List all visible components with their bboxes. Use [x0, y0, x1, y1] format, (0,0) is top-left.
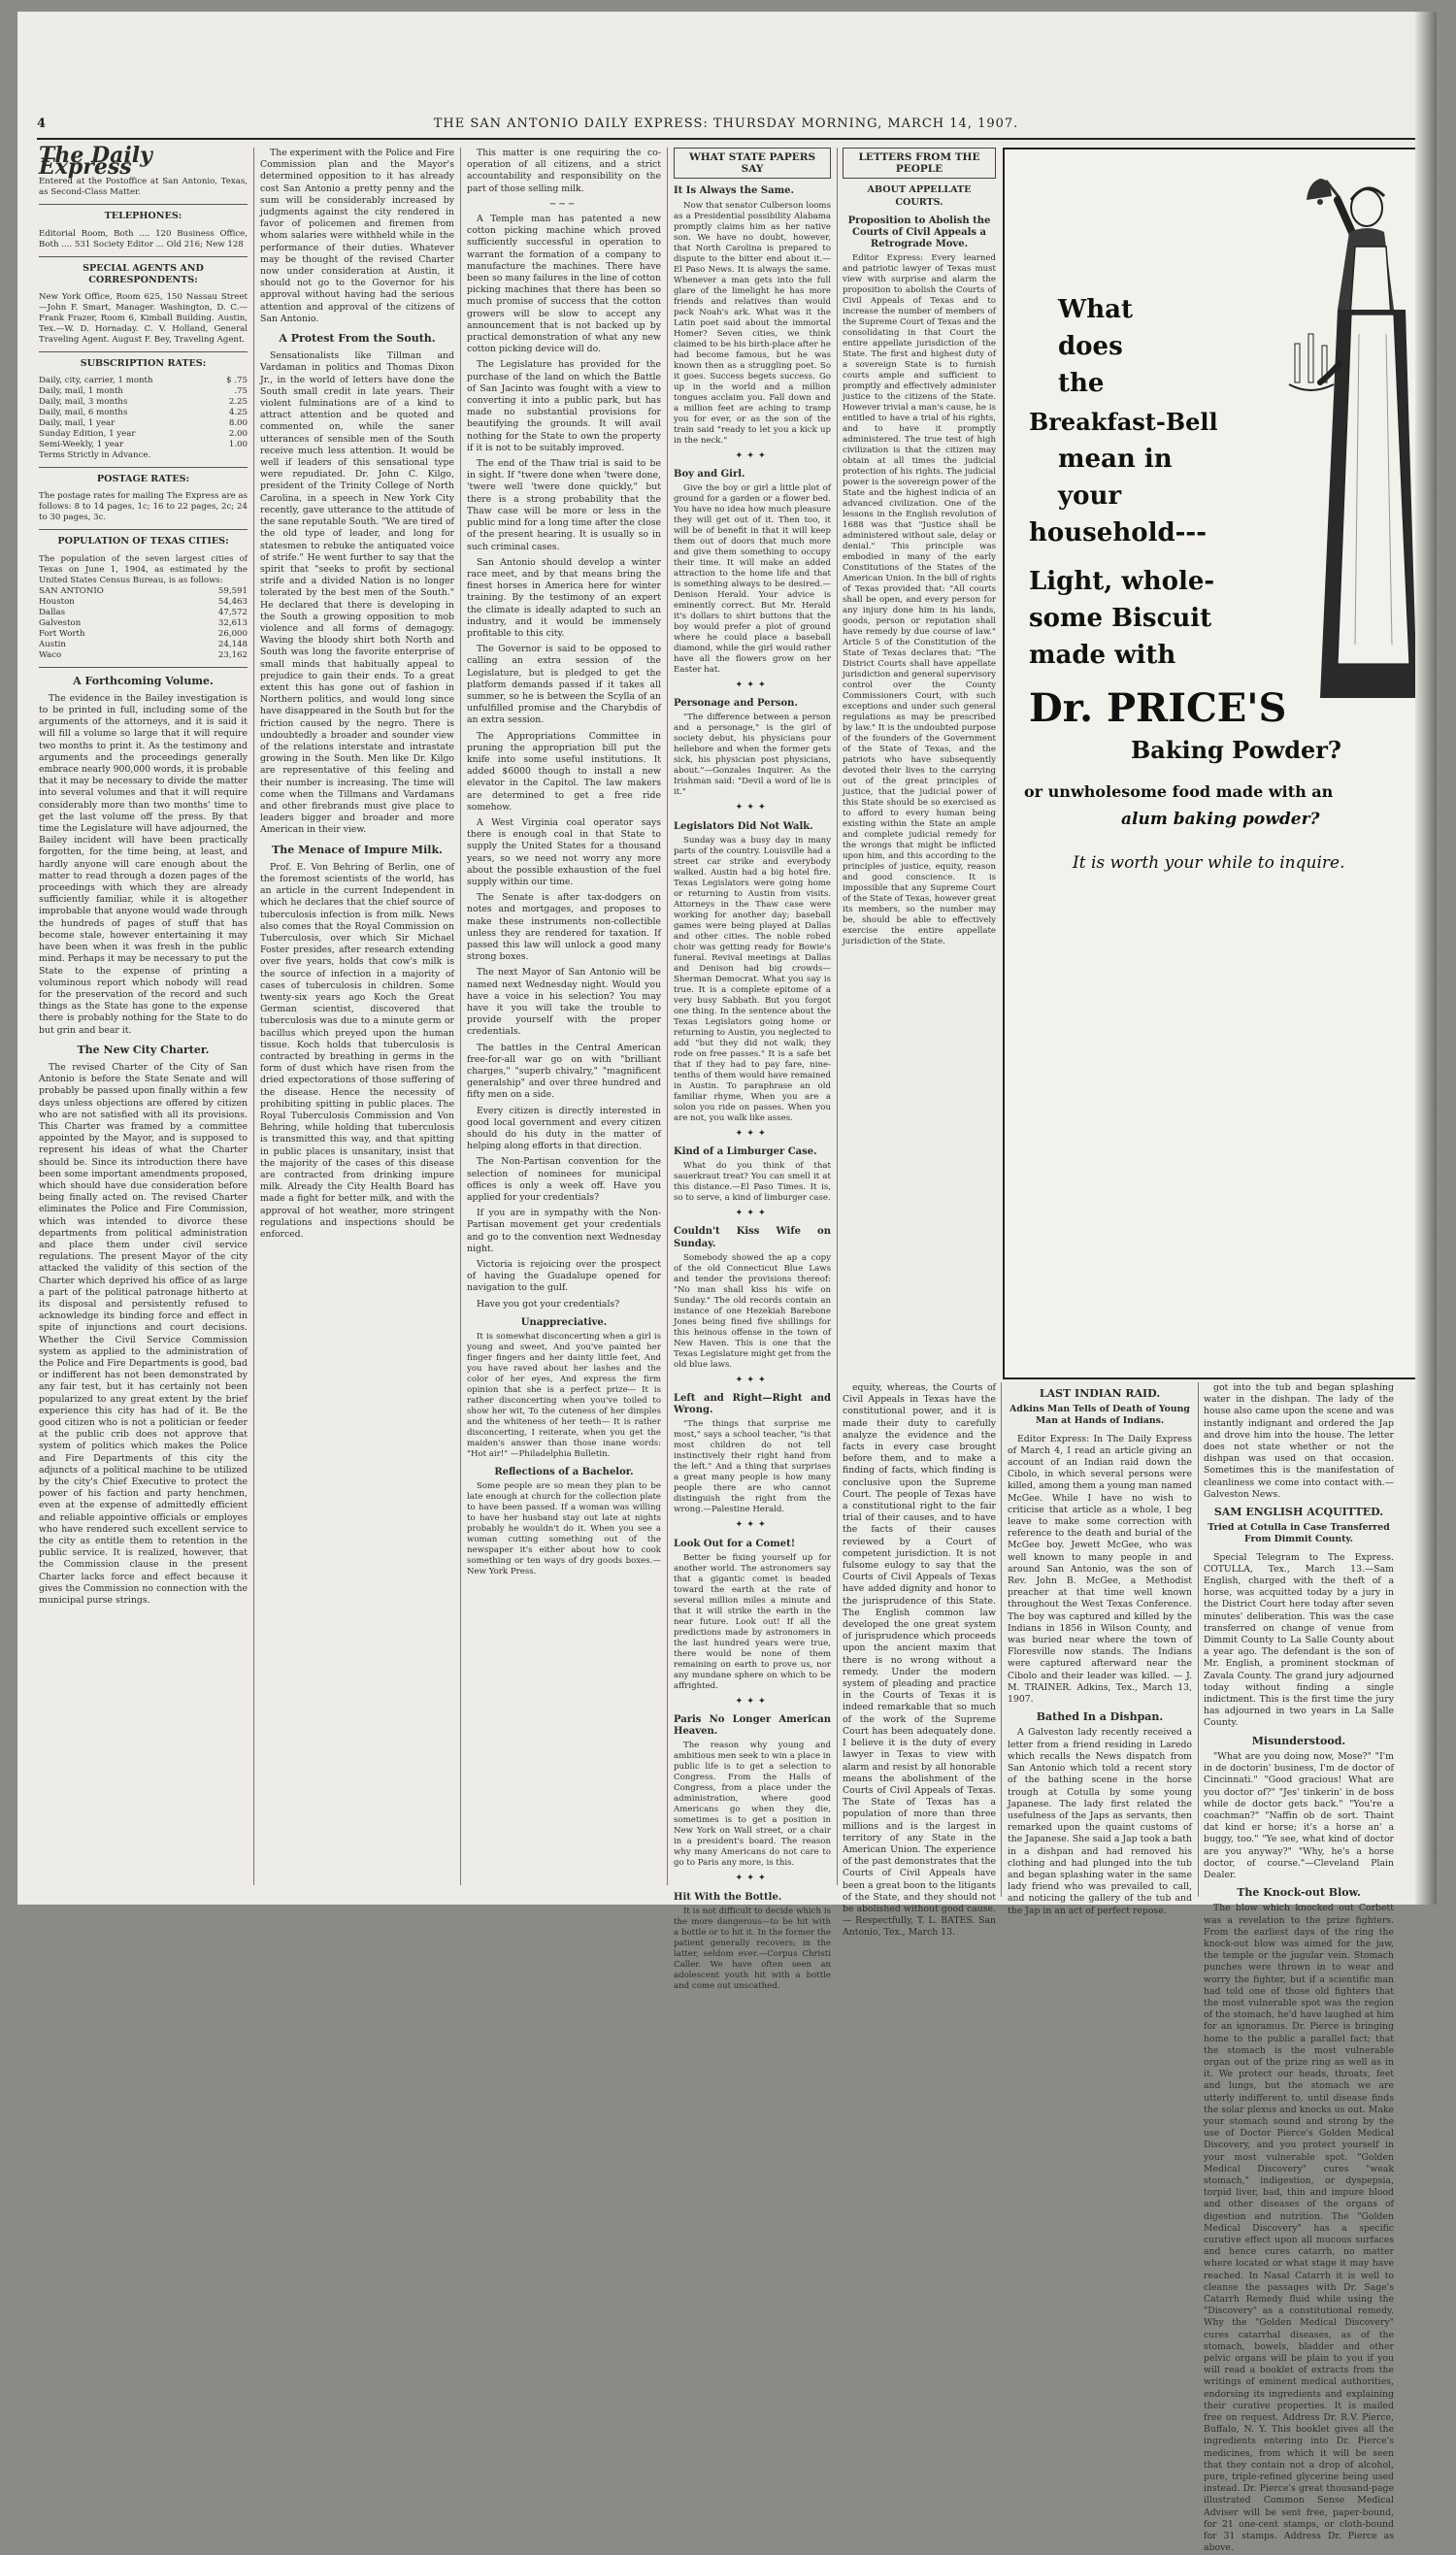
- editorial-paragraph: The Non-Partisan convention for the selection of nominees for municipal offices is only a week off. Have you applied for your credentials?: [467, 1156, 661, 1204]
- editorial-paragraph: San Antonio should develop a winter race meet, and by that means bring the finest horses in America here for winter training. By the testimony of an expert the climate is ideally adapted to such an industry, and it would be immensely profitable to this city.: [467, 556, 661, 639]
- item-body: The reason why young and ambitious men seek to win a place in public life is to get a selection to Congress. From the Halls of Congress, from a place under the administration, where good Americans go when they die, sometimes is to get a position in New York on Wall street, or a chair in a president's board. The reason why many Americans do not care to go to Paris any more, is this.: [674, 1741, 831, 1869]
- page-header: [37, 113, 1415, 140]
- postage-text: The postage rates for mailing The Express are as follows: 8 to 14 pages, 1c; 16 to 22 pages, 2c; 24 to 30 pages, 3c.: [39, 491, 248, 523]
- item-body: Sunday was a busy day in many parts of the country. Louisville had a street car strike and everybody walked. Austin had a big hotel fire. Texas Legislators were going home or returning to Austin from visits. Attorneys in the Thaw case were working for another day; baseball games were being played at Dallas and other cities. The noble robed choir was getting ready for Bowie's funeral. Revival meetings at Dallas and Denison had big crowds—Sherman Democrat. What you say is true. It is a complete epitome of a very busy Sabbath. But you forgot one thing. In the sentence about the Texas Legislators going home or returning to Austin, you neglected to add "but they did not walk; they rode on free passes." It is a safe bet that if they had to pay fare, nine-tenths of them would have remained in Austin. To paraphrase an old familiar rhyme, When you are a solon you ride on passes. When you are not, you walk like asses.: [674, 835, 831, 1123]
- rate-row: Daily, mail, 6 months 4.25: [39, 408, 248, 418]
- editorial-paragraph: The Senate is after tax-dodgers on notes and mortgages, and proposes to make these instruments non-collectible unless they are rendered for taxation. If passed this law will unlock a good many strong boxes.: [467, 892, 661, 963]
- divider: [39, 467, 248, 468]
- column-1: [39, 143, 248, 1885]
- article-body: Editor Express: In The Daily Express of March 4, I read an article giving an account of an Indian raid down the Cibolo, in which several persons were killed, among them a young man named McGee. While I have no wish to criticise that article as a whole, I beg leave to make some correction with reference to the death and burial of the McGee boy. Jewett McGee, who was well known to many people in and around San Antonio, was the son of Rev. John B. McGee, a Methodist preacher at that time well known throughout the West Texas Conference. The boy was captured and killed by the Indians in 1856 in Wilson County, and was buried near where the town of Floresville now stands. The Indians were captured afterward near the Cibolo and their leader was killed. — J. M. TRAINER. Adkins, Tex., March 13, 1907.: [1008, 1433, 1192, 1706]
- item-headline: It Is Always the Same.: [674, 185, 794, 197]
- article-headline: LAST INDIAN RAID.: [1039, 1387, 1161, 1400]
- section-heading: WHAT STATE PAPERS SAY: [674, 148, 831, 179]
- ad-line: your: [1058, 481, 1122, 511]
- letter-body: Editor Express: Every learned and patriotic lawyer of Texas must view with surprise and alarm the proposition to abolish the Courts of Civil Appeals of Texas and to increase the number of members of the Supreme Court of Texas and the consolidating in that Court the entire appellate jurisdiction of the State. The first and highest duty of a sovereign State is to furnish courts ample and sufficient to promptly and effectively administer justice to the citizens of the State. However trivial a man's cause, he is entitled to have a trial of his rights, and to have it promptly administered. The true test of high civilization is that the citizen may obtain at all times the judicial protection of his rights. The judicial power is the sovereign power of the State and the highest indicia of an advanced civilization. One of the lessons in the English revolution of 1688 was that "Justice shall be administered without sale, delay or denial." This principle was embodied in many of the early Constitutions of the States of the American Union. In the bill of rights of Texas provided that: "All courts shall be open, and every person for any injury done him in his lands, goods, person or reputation shall have remedy by due course of law." Article 5 of the Constitution of the State of Texas declares that: "The District Courts shall have appellate jurisdiction and general supervisory control over the County Commissioners Court, with such exceptions and under such general regulations as may be prescribed by law." It is the undoubted purpose of the founders of the Government of the State of Texas, and the patriots who have subsequently devoted their lives to the carrying out of the great principles of justice, that the judicial power of this State should be so exercised as to afford to every human being existing within the State an ample and complete judicial remedy for the wrongs that might be inflicted upon him, and this according to the principles of justice, equity, reason and good conscience. It is impossible that any Supreme Court of the State of Texas, however great its members, so the number may be, should be able to effectively exercise the entire appellate jurisdiction of the State.: [843, 253, 996, 947]
- ad-line: made with: [1029, 641, 1176, 670]
- ad-line: Breakfast-Bell: [1029, 408, 1218, 436]
- ornament: ✦✦✦: [735, 449, 770, 461]
- ad-line: What: [1058, 295, 1133, 324]
- ad-line: alum baking powder?: [1121, 810, 1320, 829]
- item-headline: Legislators Did Not Walk.: [674, 820, 813, 832]
- editorial-paragraph: If you are in sympathy with the Non-Partisan movement get your credentials and go to the convention next Wednesday night.: [467, 1208, 661, 1254]
- poem-body: It is somewhat disconcerting when a girl is young and sweet, And you've painted her finger fingers and her dainty little feet, And you have raved about her lashes and the color of her eyes, And express the firm opinion that she is a perfect prize— It is rather disconcerting when you've toiled to show her wit, To the cuteness of her dimples and the whiteness of her teeth— It is rather disconcerting, I reiterate, when you get the maiden's answer than those inane words: "Hot air!" —Philadelphia Bulletin.: [467, 1332, 661, 1460]
- dr-prices-advertisement: [1003, 148, 1424, 1379]
- page-edge-shadow: [1415, 12, 1437, 1905]
- section-subheading: ABOUT APPELLATE COURTS.: [867, 184, 972, 208]
- ad-line: the: [1058, 369, 1105, 398]
- article-subheadline: Adkins Man Tells of Death of Young Man at Hands of Indians.: [1009, 1404, 1190, 1427]
- page-number: 4: [37, 116, 47, 131]
- population-row: Houston 54,463: [39, 596, 248, 607]
- population-row: SAN ANTONIO 59,591: [39, 585, 248, 596]
- article-body: got into the tub and began splashing water in the dishpan. The lady of the house also came upon the scene and was instantly indignant and ordered the Jap and drove him into the house. The letter does not state whether or not the dishpan was used on that occasion. Sometimes this is the manifestation of cleanliness we come into contact with.—Galveston News.: [1204, 1382, 1394, 1500]
- item-body: Now that senator Culberson looms as a Presidential possibility Alabama promptly claims him as her native son. We have no doubt, however, that North Carolina is prepared to dispute to the bitter end about it.—El Paso News. It is always the same. Whenever a man gets into the full glare of the limelight he has more friends and relatives than would pack Noah's ark. What was it the Latin poet said about the immortal Homer? Seven cities, we think claimed to be his birth-place after he had become famous, but he was known then as a struggling poet. So it goes. Success begets success. Go up in the world and a million tongues acclaim you. Fall down and a million feet are aching to tramp you for ever, or as the son of the train said "ready to let you a kick up in the neck.": [674, 200, 831, 446]
- divider: [39, 204, 248, 205]
- editorial-paragraph: Have you got your credentials?: [477, 1298, 620, 1310]
- article-body: Special Telegram to The Express. COTULLA, Tex., March 13.—Sam English, charged with the theft of a horse, was acquitted today by a jury in the District Court here today after seven minutes' deliberation. This was the case transferred on change of venue from Dimmit County to La Salle County about a year ago. The defendant is the son of Mr. English, a prominent stockman of Zavala County. The grand jury adjourned today without finding a single indictment. This is the first time the jury has adjourned in two years in La Salle County.: [1204, 1551, 1394, 1729]
- column-4: [674, 148, 831, 1991]
- ornament: ✦✦✦: [735, 1208, 770, 1219]
- rate-row: Sunday Edition, 1 year 2.00: [39, 429, 248, 440]
- column-rule: [667, 148, 668, 1885]
- page-title: THE SAN ANTONIO DAILY EXPRESS: THURSDAY MORNING, MARCH 14, 1907.: [433, 116, 1019, 131]
- letter-headline: Proposition to Abolish the Courts of Civil Appeals a Retrograde Move.: [847, 215, 991, 250]
- article-body: "What are you doing now, Mose?" "I'm in de doctorin' business, I'm de doctor of Cincinnati." "Good gracious! What are you doctor of?" "Jes' tinkerin' in de boss while de doctor gets back." "You're a coachman?" "Naffin ob de sort. Thaint dat kind er horse; it's a horse an' a buggy, too." "Ye see, what kind of doctor are you anyway?" "Why, he's a horse doctor, of course."—Cleveland Plain Dealer.: [1204, 1750, 1394, 1880]
- column-7: [1204, 1382, 1394, 2554]
- divider: [39, 351, 248, 352]
- ornament: ✦✦✦: [735, 802, 770, 813]
- column-rule: [837, 148, 838, 1885]
- article-body: The revised Charter of the City of San Antonio is before the State Senate and will probably be passed upon finally within a few days unless objections are offered by citizen who are not satisfied with all its provisions. This Charter was framed by a committee appointed by the Mayor, and is supposed to represent his ideas of what the Charter should be. Since its introduction there have been some important amendments proposed, which should have due consideration before being finally acted on. The revised Charter eliminates the Police and Fire Commission, which was intended to divorce these departments from political administration and place them under civil service regulations. The present Mayor of the city attacked the validity of this section of the Charter which deprived his office of as large a part of the political patronage hitherto at its disposal and persistently refused to acknowledge its binding force and effect in spite of injunctions and court decisions. Whether the Civil Service Commission system as applied to the administration of the Police and Fire Departments is good, bad or indifferent has not been demonstrated by any fair test, but it has certainly not been popularized to any great extent by the brief experience this city has had of it. Be the good citizen who is not a politician or feeder at the public crib does not approve that system of politics which makes the Police and Fire Departments of this city the adjuncts of a political machine to be utilized by the city's Chief Executive to protect the power of his faction and party henchmen, even at the expense of admittedly efficient and reliable appointive officials or employes who have rendered such excellent service to the city as entitle them to retention in the public service. It is realized, however, that the Commission clause in the present Charter lacks force and effect because it gives the Commission no connection with the municipal purse strings.: [39, 1061, 248, 1607]
- article-headline: Bathed In a Dishpan.: [1036, 1710, 1164, 1724]
- column-3: [467, 148, 661, 1885]
- ad-line: mean in: [1058, 445, 1173, 474]
- rate-row: Daily, mail, 1 month .75: [39, 386, 248, 397]
- population-row: Austin 24,148: [39, 639, 248, 649]
- subscription-rates: [39, 376, 248, 461]
- editorial-paragraph: Victoria is rejoicing over the prospect of having the Guadalupe opened for navigation to the gulf.: [467, 1259, 661, 1294]
- column-rule: [460, 148, 461, 1885]
- article-headline: The Knock-out Blow.: [1237, 1886, 1361, 1900]
- population-row: Fort Worth 26,000: [39, 628, 248, 639]
- editorial-paragraph: The battles in the Central American free-for-all war go on with "brilliant charges," "superb chivalry," "magnificent generalship" and over three hundred and fifty men on a side.: [467, 1042, 661, 1101]
- population-row: Galveston 32,613: [39, 617, 248, 628]
- ornament: ✦✦✦: [735, 1374, 770, 1385]
- ornament: ✦✦✦: [735, 680, 770, 691]
- column-rule: [253, 148, 254, 1885]
- article-headline: A Protest From the South.: [279, 332, 436, 346]
- article-headline: Reflections of a Bachelor.: [494, 1467, 634, 1478]
- editorial-paragraph: Every citizen is directly interested in good local government and every citizen should do his duty in the matter of helping along efforts in that direction.: [467, 1105, 661, 1152]
- telephones-heading: TELEPHONES:: [104, 211, 182, 222]
- telephones-text: Editorial Room, Both .... 120 Business Office, Both .... 531 Society Editor ... Old 216; New 128: [39, 228, 248, 249]
- editorial-paragraph: The Legislature has provided for the purchase of the land on which the Battle of San Jacinto was fought with a view to converting it into a public park, but has made no substantial provisions for beautifying the grounds. It will avail nothing for the State to own the property if it is not to be suitably improved.: [467, 359, 661, 453]
- article-headline: The New City Charter.: [77, 1043, 210, 1056]
- population-row: Waco 23,162: [39, 649, 248, 660]
- ad-line: or unwholesome food made with an: [1024, 782, 1334, 801]
- rate-row: Daily, mail, 1 year 8.00: [39, 418, 248, 429]
- ornament: ✦✦✦: [735, 1873, 770, 1884]
- divider: [39, 256, 248, 257]
- column-2: [260, 148, 454, 1885]
- population-note: The population of the seven largest cities of Texas on June 1, 1904, as estimated by the United States Census Bureau, is as follows:: [39, 553, 248, 585]
- advertorial-body: The blow which knocked out Corbett was a revelation to the prize fighters. From the earliest days of the ring the knock-out blow was aimed for the jaw, the temple or the jugular vein. Stomach punches were thrown in to wear and worry the fighter, but if a scientific man had told one of those old fighters that the most vulnerable spot was the region of the stomach, he'd have laughed at him for an ignoramus. Dr. Pierce is bringing home to the public a parallel fact; that the stomach is the most vulnerable organ out of the prize ring as well as in it. We protect our heads, throats, feet and lungs, but the stomach we are utterly indifferent to, until disease finds the solar plexus and knocks us out. Make your stomach sound and strong by the use of Doctor Pierce's Golden Medical Discovery, and you protect yourself in your most vulnerable spot. "Golden Medical Discovery" cures "weak stomach," indigestion, or dyspepsia, torpid liver, bad, thin and impure blood and other diseases of the organs of digestion and nutrition. The "Golden Medical Discovery" has a specific curative effect upon all mucous surfaces and hence cures catarrh, no matter where located or what stage it may have reached. In Nasal Catarrh it is well to cleanse the passages with Dr. Sage's Catarrh Remedy fluid while using the "Discovery" as a constitutional remedy. Why the "Golden Medical Discovery" cures catarrhal diseases, as of the stomach, bowels, bladder and other pelvic organs will be plain to you if you will read a booklet of extracts from the writings of eminent medical authorities, endorsing its ingredients and explaining their curative properties. It is mailed free on request. Address Dr. R.V. Pierce, Buffalo, N. Y. This booklet gives all the ingredients entering into Dr. Pierce's medicines, from which it will be seen that they contain not a drop of alcohol, pure, triple-refined glycerine being used instead. Dr. Pierce's great thousand-page illustrated Common Sense Medical Adviser will be sent free, paper-bound, for 21 one-cent stamps, or cloth-bound for 31 stamps. Address Dr. Pierce as above.: [1204, 1903, 1394, 2554]
- article-headline: Misunderstood.: [1251, 1734, 1346, 1747]
- ad-line: some Biscuit: [1029, 604, 1212, 633]
- ad-line: household---: [1029, 518, 1208, 548]
- article-headline: SAM ENGLISH ACQUITTED.: [1213, 1506, 1384, 1519]
- editorial-paragraph: A Temple man has patented a new cotton picking machine which proved sufficiently successful in operation to warrant the formation of a company to manufacture the machines. There have been so many failures in the line of cotton picking machines that there has been so much promise of success that the cotton growers will be slow to accept any announcement that is not backed up by practical demonstration of what any new cotton picking device will do.: [467, 214, 661, 355]
- column-5: [843, 148, 996, 1376]
- item-headline: Left and Right—Right and Wrong.: [674, 1393, 831, 1416]
- item-headline: Look Out for a Comet!: [674, 1538, 796, 1549]
- item-headline: Kind of a Limburger Case.: [674, 1146, 817, 1158]
- letter-body: equity, whereas, the Courts of Civil Appeals in Texas have the constitutional power, and it is made their duty to carefully analyze the evidence and the facts in every case brought before them, and to make a finding of facts, which finding is conclusive upon the Supreme Court. The people of Texas have a constitutional right to the fair trial of their causes, and to have the facts of their causes reviewed by a Court of competent jurisdiction. It is not fulsome eulogy to say that the Courts of Civil Appeals of Texas have added dignity and honor to the jurisprudence of this State. The English common law developed the one great system of jurisprudence which proceeds upon the ancient maxim that there is no wrong without a remedy. Under the modern system of pleading and practice in the Courts of Texas it is indeed remarkable that so much of the work of the Supreme Court has been adequately done. I believe it is the duty of every lawyer in Texas to view with alarm and resist by all honorable means the abolishment of the Courts of Civil Appeals of Texas. The State of Texas has a population of more than three millions and is the largest in territory of any State in the American Union. The experience of the past demonstrates that the Courts of Civil Appeals have been a great boon to the litigants of the State, and they should not be abolished without good cause. — Respectfully, T. L. BATES. San Antonio, Tex., March 13.: [843, 1382, 996, 1939]
- subscription-heading: SUBSCRIPTION RATES:: [80, 358, 207, 370]
- postage-heading: POSTAGE RATES:: [96, 474, 190, 485]
- ornament: ✦✦✦: [735, 1127, 770, 1139]
- rate-row: Daily, city, carrier, 1 month $ .75: [39, 376, 248, 386]
- agents-heading: SPECIAL AGENTS AND CORRESPONDENTS:: [83, 262, 204, 285]
- divider: [39, 529, 248, 530]
- article-body: A Galveston lady recently received a letter from a friend residing in Laredo which recalls the News dispatch from San Antonio which told a recent story of the bathing scene in the horse trough at Cotulla by some young Japanese. The lady first related the usefulness of the Japs as servants, then remarked upon the quaint customs of the Japanese. She said a Jap took a bath in a dishpan and had removed his clothing and had plunged into the tub and began splashing water in the same lady friend who was prevailed to call, and noticing the gallery of the tub and the Jap in an act of perfect repose.: [1008, 1727, 1192, 1916]
- editorial-paragraph: The end of the Thaw trial is said to be in sight. If "twere done when 'twere done, 'twere well 'twere done quickly," but there is a strong probability that the Thaw case will be more or less in the public mind for a long time after the close of the present hearing. It is usually so in such criminal cases.: [467, 458, 661, 552]
- article-body: The experiment with the Police and Fire Commission plan and the Mayor's determined opposition to it has already cost San Antonio a pretty penny and the sum will be considerably increased by judgments against the city rendered in favor of policemen and firemen from whom salaries were withheld while in the performance of their duties. Whatever may be thought of the revised Charter now under consideration at Austin, it should not go to the Governor for his approval without having had the serious attention and approval of the citizens of San Antonio.: [260, 148, 454, 324]
- poem-title: Unappreciative.: [520, 1316, 608, 1328]
- maid-ringing-bell-illustration: [1262, 140, 1417, 761]
- column-5-lower: [843, 1382, 996, 1939]
- article-body: Sensationalists like Tillman and Vardaman in politics and Thomas Dixon Jr., in the world of letters have done the South small credit in late years. Their violent fulminations are of a kind to attract attention and be quoted and commented on, while the saner utterances of sensible men of the South receive much less attention. It would be well if leaders of this sensational type were repudiated. Dr. John C. Kilgo, president of the Trinity College of North Carolina, in a speech in New York City recently, gave utterance to the attitude of the sane reputable South. "We are tired of the old type of leader, and long for statesmen to rebuke the antiquated voice of strife." He went further to say that the spirit that "seeks to profit by sectional strife and a divided Nation is no longer tolerated by the best men of the South." He declared that there is developing in the South a growing opposition to mob violence and all forms of demagogy. Waving the bloody shirt both North and South was long the favorite enterprise of small minds that habitually appeal to prejudice to gain their ends. To a great extent this has gone out of fashion in Northern politics, and would long since have disappeared in the South but for the friction caused by the negro. There is undoubtedly a broader and sounder view of the relations interstate and intrastate growing in the South. Men like Dr. Kilgo are representative of this feeling and their number is increasing. The time will come when the Tillmans and Vardamans and other firebrands must give place to leaders bigger and broader and more American in their view.: [260, 350, 454, 836]
- item-body: What do you think of that sauerkraut treat? You can smell it at this distance.—El Paso Times. It is, so to serve, a kind of limburger case.: [674, 1161, 831, 1204]
- ad-line: Light, whole-: [1029, 567, 1215, 596]
- item-headline: Personage and Person.: [674, 698, 798, 710]
- section-heading: LETTERS FROM THE PEOPLE: [843, 148, 996, 179]
- ad-line: Baking Powder?: [1131, 736, 1341, 764]
- subscription-note: Terms Strictly in Advance.: [39, 450, 151, 461]
- editorial-paragraph: The Appropriations Committee in pruning the appropriation bill put the knife into some useful institutions. It added $6000 though to install a new elevator in the Capitol. The law makers are determined to get a free ride somehow.: [467, 730, 661, 813]
- editorial-paragraph: A West Virginia coal operator says there is enough coal in that State to supply the United States for a thousand years, so we need not worry any more about the possible exhaustion of the fuel supply within our time.: [467, 816, 661, 887]
- article-body: Prof. E. Von Behring of Berlin, one of the foremost scientists of the world, has an article in the current Independent in which he declares that the chief source of tuberculosis infection is from milk. News also comes that the Royal Commission on Tuberculosis, over which Sir Michael Foster presides, after research extending over five years, holds that cow's milk is the source of infection in a majority of cases of tuberculosis in children. Some twenty-six years ago Koch the Great German scientist, discovered that tuberculosis was due to a minute germ or bacillus which preyed upon the human tissue. Koch holds that tuberculosis is contracted by breathing in germs in the form of dust which have risen from the dried expectorations of those suffering of the disease. Hence the necessity of prohibiting spitting in public places. The Royal Tuberculosis Commission and Von Behring, while holding that tuberculosis is transmitted this way, and that spitting in public places is unsanitary, insist that the majority of the cases of this disease are contracted from drinking impure milk. Already the City Health Board has made a fight for better milk, and with the approval of hot weather, more stringent regulations and inspections should be enforced.: [260, 861, 454, 1241]
- ad-line: does: [1058, 332, 1123, 361]
- item-body: It is not difficult to decide which is the more dangerous—to be hit with a bottle or to hit it. In the former the patient generally recovers; in the latter, seldom ever.—Corpus Christi Caller. We have often seen an adolescent youth hit with a bottle and come out unscathed.: [674, 1906, 831, 1991]
- ad-tagline: It is worth your while to inquire.: [1073, 853, 1345, 873]
- ornament: ✦✦✦: [735, 1695, 770, 1707]
- divider: [39, 667, 248, 668]
- article-body: Some people are so mean they plan to be late enough at church for the collection plate to have been passed. If a woman was willing to have her husband stay out late at nights probably he wouldn't do it. When you see a woman cutting something out of the newspaper it's either about how to cook something or ten ways of dry goods boxes.—New York Press.: [467, 1481, 661, 1577]
- article-body: This matter is one requiring the co-operation of all citizens, and a strict accountability and responsibility on the part of those selling milk.: [467, 148, 661, 194]
- masthead: The Daily Express: [39, 143, 152, 181]
- ad-brand: Dr. PRICE'S: [1029, 685, 1287, 731]
- population-heading: POPULATION OF TEXAS CITIES:: [57, 536, 229, 548]
- divider: ───: [549, 198, 579, 210]
- editorial-paragraph: The Governor is said to be opposed to calling an extra session of the Legislature, but is pledged to get the platform demands passed if it takes all summer, so he is between the Scylla of an unfulfilled promise and the Charybdis of an extra session.: [467, 644, 661, 726]
- item-body: "The difference between a person and a personage," is the girl of society debut, his physicians pour hellebore and when the former gets sick, his physician post physicians, about."—Gonzales Inquirer. As the Irishman said: "Devil a word of lie is it.": [674, 713, 831, 798]
- item-body: Better be fixing yourself up for another world. The astronomers say that a gigantic comet is headed toward the earth at the rate of several million miles a minute and that it will strike the earth in the near future. Look out! If all the predictions made by astronomers in the last hundred years were true, there would be none of them remaining on earth to prove us, nor any mundane sphere on which to be affrighted.: [674, 1552, 831, 1691]
- article-subheadline: Tried at Cotulla in Case Transferred From Dimmit County.: [1208, 1522, 1390, 1545]
- item-headline: Paris No Longer American Heaven.: [674, 1714, 831, 1738]
- column-rule: [1001, 1382, 1002, 1897]
- item-headline: Hit With the Bottle.: [674, 1891, 782, 1903]
- agents-text: New York Office, Room 625, 150 Nassau Street—John F. Smart, Manager. Washington, D. C.—Frank Frazer, Room 6, Kimball Building. Austin, Tex.—W. D. Hornaday. C. V. Holland, General Traveling Agent. August F. Bey, Traveling Agent.: [39, 292, 248, 346]
- population-row: Dallas 47,572: [39, 607, 248, 617]
- editorial-paragraph: The next Mayor of San Antonio will be named next Wednesday night. Would you have a voice in his selection? You may have it you will take the trouble to provide yourself with the proper credentials.: [467, 967, 661, 1038]
- item-body: Somebody showed the ap a copy of the old Connecticut Blue Laws and tender the provisions thereof: "No man shall kiss his wife on Sunday." The old records contain an instance of one Hezekiah Barebone Jones being fined five shillings for this heinous offense in the town of New Haven. This is one that the Texas Legislature might get from the old blue laws.: [674, 1252, 831, 1370]
- entered-note: Entered at the Postoffice at San Antonio, Texas, as Second-Class Matter.: [39, 177, 248, 198]
- item-headline: Boy and Girl.: [674, 468, 745, 480]
- column-6: [1008, 1382, 1192, 1916]
- article-headline: A Forthcoming Volume.: [73, 674, 214, 687]
- column-rule: [1198, 1382, 1199, 1897]
- article-headline: The Menace of Impure Milk.: [272, 843, 443, 856]
- ornament: ✦✦✦: [735, 1519, 770, 1531]
- item-body: "The things that surprise me most," says a school teacher, "is that most children do not tell instinctively their right hand from the left." And a thing that surprises a great many people is how many people there are who cannot distinguish the right from the wrong.—Palestine Herald.: [674, 1419, 831, 1515]
- article-body: The evidence in the Bailey investigation is to be printed in full, including some of the arguments of the attorneys, and it is said it will fill a volume so large that it will require two months to print it. As the testimony and arguments and the proceedings generally embrace nearly 900,000 words, it is probable that it may be necessary to divide the matter into several volumes and that it will require considerably more than two months' time to get the last volume off the press. By that time the Legislature will have adjourned, the Bailey incident will have been practically forgotten, for the time being, at least, and hardly anyone will care enough about the matter to read through a dozen pages of the proceedings with which they are already sufficiently familiar, while it is altogether improbable that anyone would wade through the hundreds of pages of stuff that has become stale, however entertaining it may have been when it was fresh in the public mind. Perhaps it may be necessary to put the State to the expense of printing a voluminous report which nobody will read for the preservation of the record and such things as the State has gone to the expense there is probably nothing for the State to do but grin and bear it.: [39, 692, 248, 1036]
- rate-row: Semi-Weekly, 1 year 1.00: [39, 440, 248, 450]
- newspaper-page: [17, 12, 1437, 2554]
- rate-row: Daily, mail, 3 months 2.25: [39, 397, 248, 408]
- population-table: [39, 586, 248, 661]
- item-body: Give the boy or girl a little plot of ground for a garden or a flower bed. You have no idea how much pleasure they will get out of it. Then too, it will be of benefit in that it will keep them out of doors that much more and give them something to occupy their time. It will make an added attraction to the home life and that is something always to be desired.—Denison Herald. Your advice is eminently correct. But Mr. Herald it's dollars to shirt buttons that the boy would prefer a plot of ground where he could place a baseball diamond, while the girl would rather have all the flowers grow on her Easter hat.: [674, 483, 831, 676]
- item-headline: Couldn't Kiss Wife on Sunday.: [674, 1226, 831, 1249]
